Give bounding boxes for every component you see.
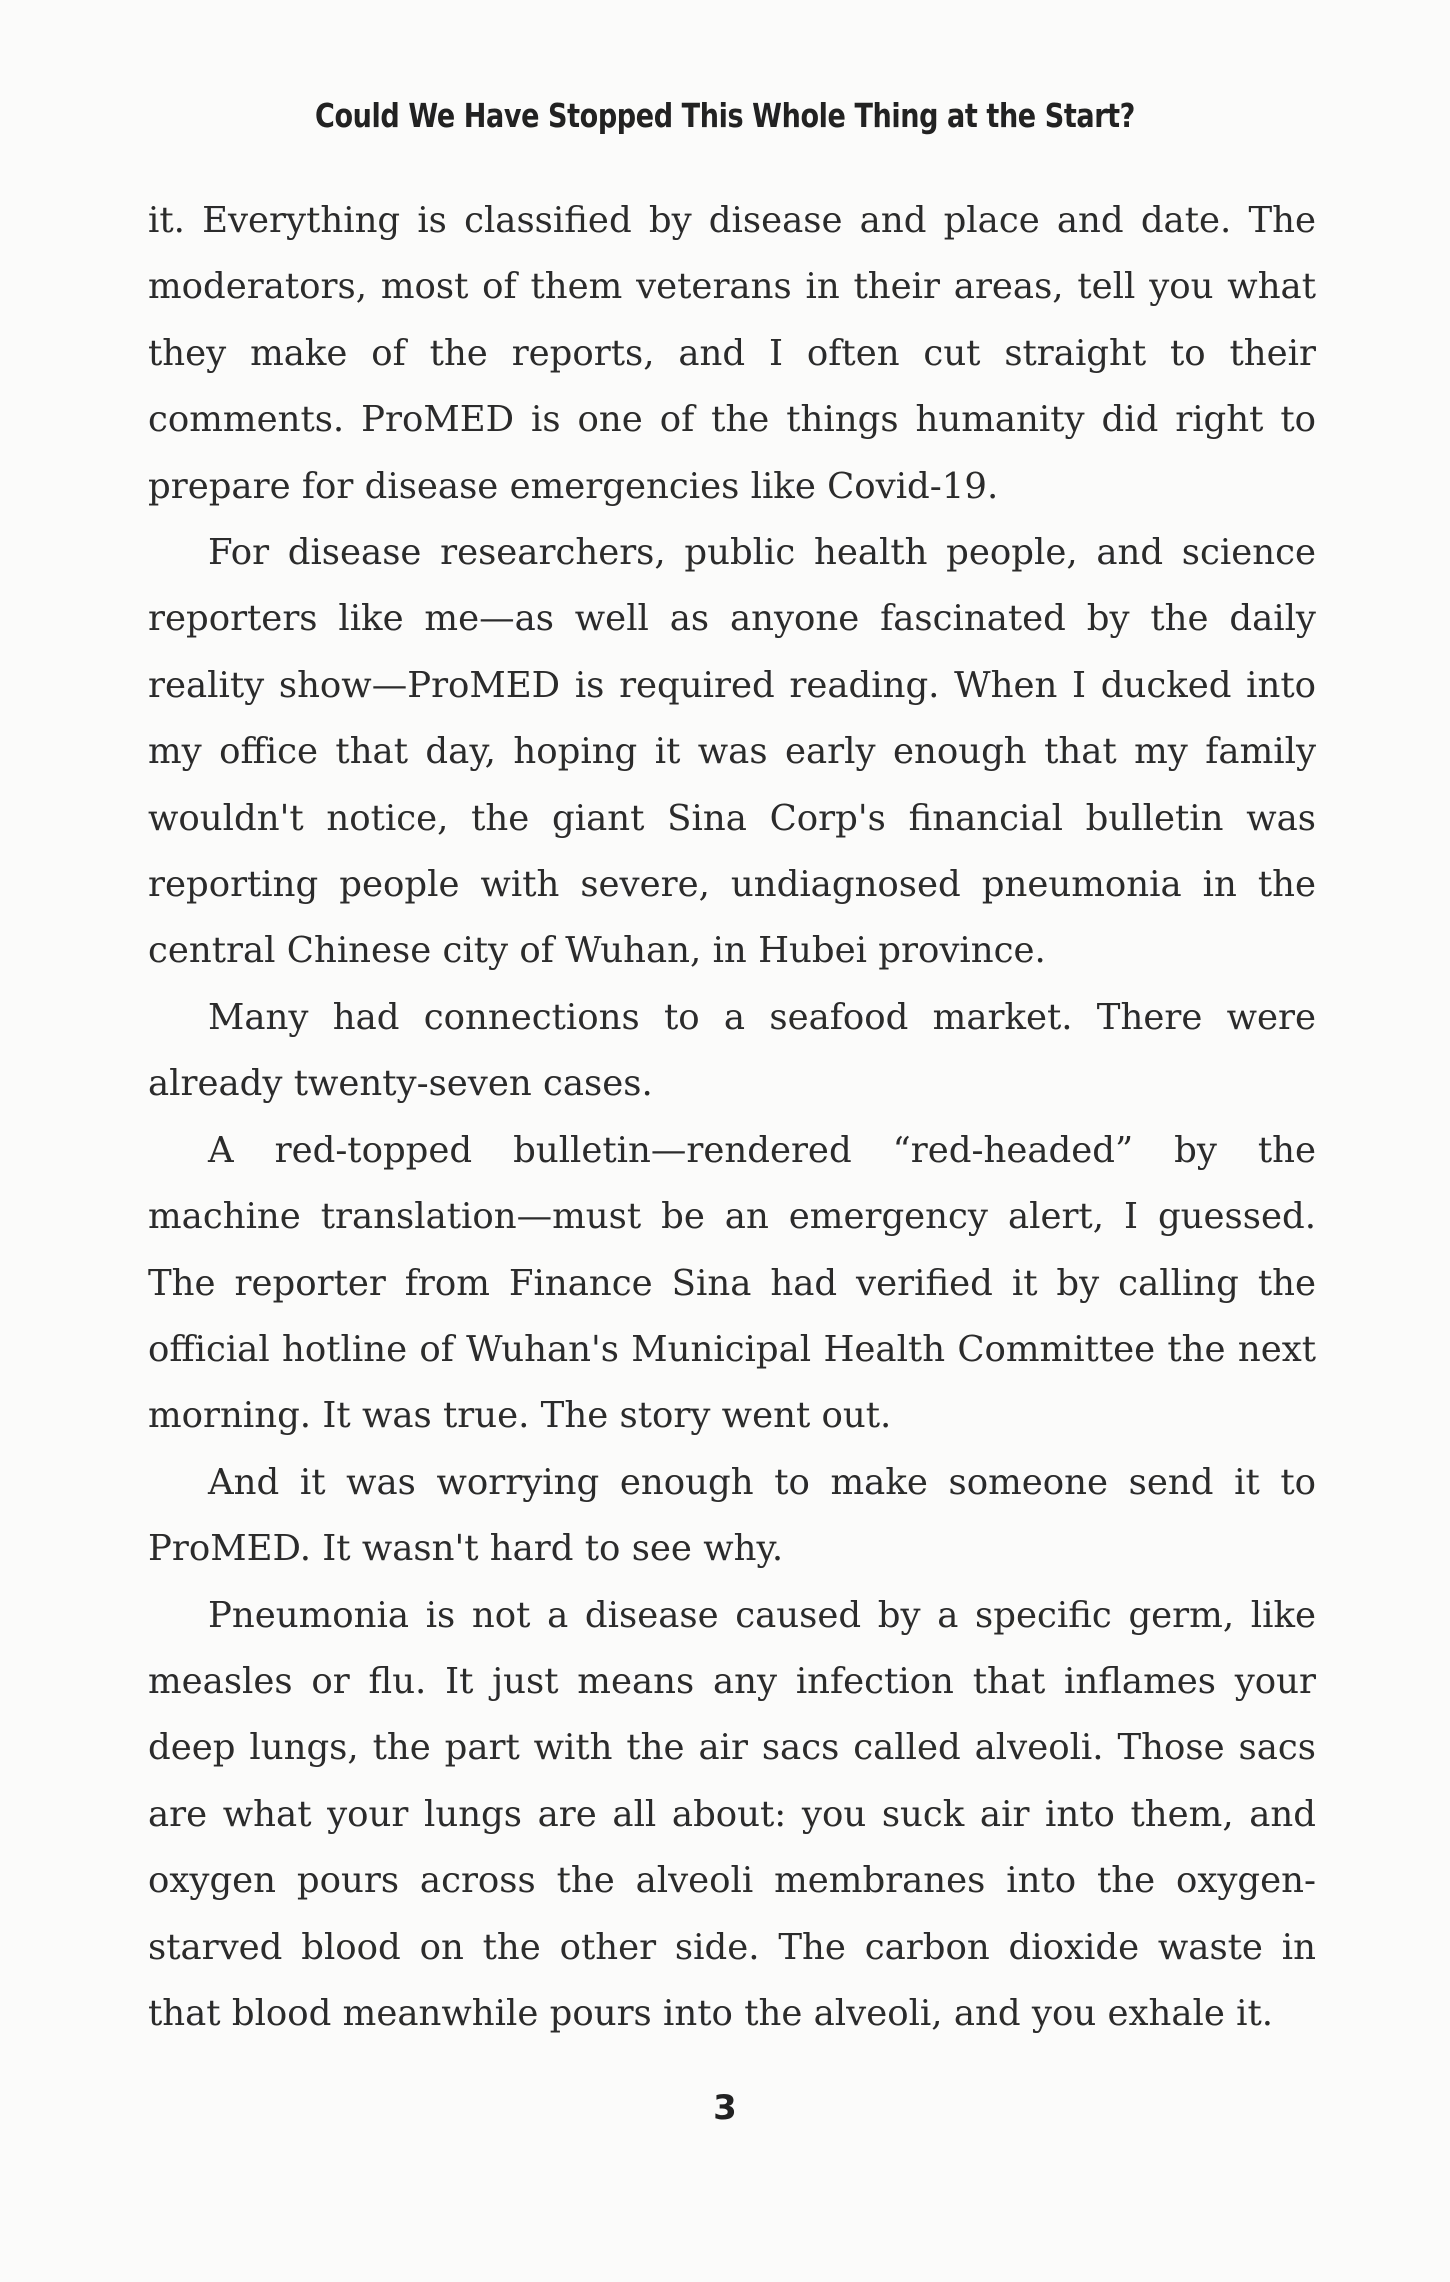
paragraph: Many had connections to a seafood market. There were already twenty-seven cases. bbox=[148, 996, 1316, 1105]
page-number: 3 bbox=[713, 2088, 737, 2128]
paragraph-continued: it. Everything is classified by disease and place and date. The moderators, most of them veterans in their areas, tell you what they make of the reports, and I often cut straight to their comments. ProMED is one of the things humanity did right to prepare for disease emergencies like Covid-19. bbox=[148, 200, 1316, 507]
body-text bbox=[148, 188, 1316, 2047]
paragraph: And it was worrying enough to make someone send it to ProMED. It wasn't hard to see why. bbox=[148, 1461, 1316, 1570]
paragraph: A red-topped bulletin—rendered “red-headed” by the machine translation—must be an emergency alert, I guessed. The reporter from Finance Sina had verified it by calling the official hotline of Wuhan's Municipal Health Committee the next morning. It was true. The story went out. bbox=[148, 1129, 1316, 1437]
paragraph: Pneumonia is not a disease caused by a specific germ, like measles or flu. It just means any infection that inflames your deep lungs, the part with the air sacs called alveoli. Those sacs are what your lungs are all about: you suck air into them, and oxygen pours across the alveoli membranes into the oxygen-starved blood on the other side. The carbon dioxide waste in that blood meanwhile pours into the alveoli, and you exhale it. bbox=[148, 1594, 1316, 2034]
running-head: Could We Have Stopped This Whole Thing at the Start? bbox=[315, 96, 1135, 135]
paragraph: For disease researchers, public health people, and science reporters like me—as well as anyone fascinated by the daily reality show—ProMED is required reading. When I ducked into my office that day, hoping it was early enough that my family wouldn't notice, the giant Sina Corp's financial bulletin was reporting people with severe, undiagnosed pneumonia in the central Chinese city of Wuhan, in Hubei province. bbox=[148, 532, 1316, 972]
